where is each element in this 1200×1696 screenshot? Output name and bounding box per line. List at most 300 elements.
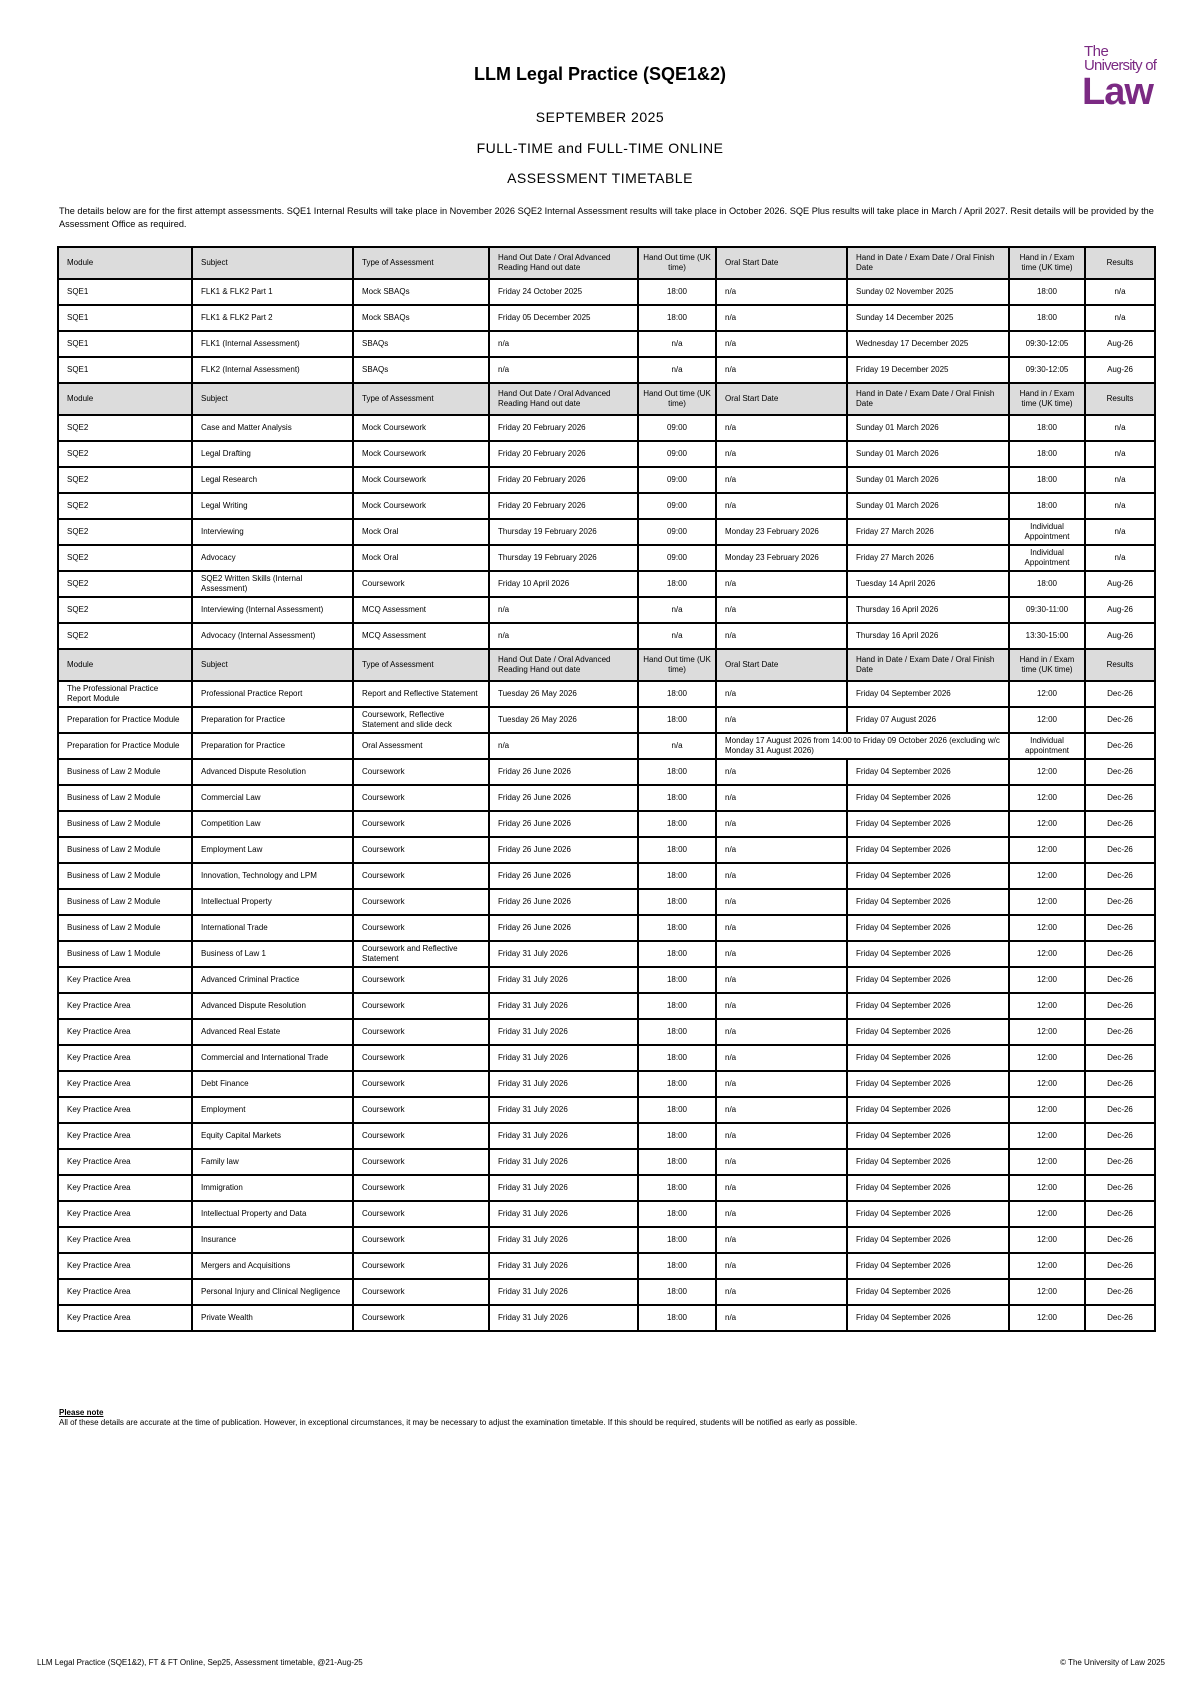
table-cell: Friday 20 February 2026: [489, 441, 638, 467]
table-cell: Business of Law 1: [192, 941, 353, 967]
table-cell: 12:00: [1009, 863, 1085, 889]
table-cell: n/a: [638, 733, 716, 759]
table-cell: Insurance: [192, 1227, 353, 1253]
table-cell: n/a: [716, 1019, 847, 1045]
table-cell: 18:00: [638, 811, 716, 837]
table-cell: The Professional Practice Report Module: [58, 681, 192, 707]
table-cell: Friday 04 September 2026: [847, 681, 1009, 707]
table-cell: Thursday 16 April 2026: [847, 597, 1009, 623]
table-cell: SQE2: [58, 571, 192, 597]
table-cell: SQE1: [58, 357, 192, 383]
table-cell: 18:00: [1009, 441, 1085, 467]
table-cell: Dec-26: [1085, 1097, 1155, 1123]
header-cell: Type of Assessment: [353, 247, 489, 279]
table-cell: Friday 04 September 2026: [847, 1149, 1009, 1175]
table-cell: Friday 27 March 2026: [847, 519, 1009, 545]
table-row: [58, 493, 1155, 519]
table-cell: n/a: [489, 357, 638, 383]
header-cell: Hand in Date / Exam Date / Oral Finish Date: [847, 649, 1009, 681]
table-cell: Legal Drafting: [192, 441, 353, 467]
table-cell: Individual Appointment: [1009, 519, 1085, 545]
table-cell: Friday 04 September 2026: [847, 1123, 1009, 1149]
table-row: [58, 1123, 1155, 1149]
table-cell: Aug-26: [1085, 331, 1155, 357]
table-cell: FLK2 (Internal Assessment): [192, 357, 353, 383]
table-cell: n/a: [716, 1305, 847, 1331]
subtitle-mode: FULL-TIME and FULL-TIME ONLINE: [476, 140, 724, 156]
table-cell: Mock SBAQs: [353, 279, 489, 305]
table-cell: n/a: [638, 623, 716, 649]
table-row: [58, 1279, 1155, 1305]
logo-line-2: University of: [1084, 57, 1157, 74]
table-cell: 18:00: [638, 1071, 716, 1097]
table-row: [58, 305, 1155, 331]
subtitle-term: SEPTEMBER 2025: [535, 109, 665, 125]
table-cell: Business of Law 2 Module: [58, 889, 192, 915]
table-row: [58, 597, 1155, 623]
header-cell: Hand in Date / Exam Date / Oral Finish Date: [847, 247, 1009, 279]
table-cell: 09:00: [638, 519, 716, 545]
header-cell: Hand Out time (UK time): [638, 649, 716, 681]
table-cell: n/a: [716, 415, 847, 441]
table-cell: 09:00: [638, 545, 716, 571]
table-cell: Dec-26: [1085, 1045, 1155, 1071]
table-cell: Dec-26: [1085, 1149, 1155, 1175]
table-cell: Oral Assessment: [353, 733, 489, 759]
table-cell: 18:00: [638, 915, 716, 941]
table-cell: Preparation for Practice: [192, 707, 353, 733]
table-cell: Coursework: [353, 915, 489, 941]
table-cell: 09:00: [638, 493, 716, 519]
table-cell: 12:00: [1009, 681, 1085, 707]
table-cell: Monday 23 February 2026: [716, 519, 847, 545]
table-cell: 12:00: [1009, 1227, 1085, 1253]
table-cell: Sunday 01 March 2026: [847, 415, 1009, 441]
table-cell: Friday 04 September 2026: [847, 941, 1009, 967]
table-cell: 12:00: [1009, 1071, 1085, 1097]
header-cell: Hand Out Date / Oral Advanced Reading Hand out date: [489, 247, 638, 279]
table-cell: Legal Research: [192, 467, 353, 493]
table-cell: Tuesday 14 April 2026: [847, 571, 1009, 597]
table-cell: Legal Writing: [192, 493, 353, 519]
table-cell: SQE2: [58, 441, 192, 467]
table-cell: 09:30-12:05: [1009, 331, 1085, 357]
table-cell: Dec-26: [1085, 1227, 1155, 1253]
table-cell: n/a: [716, 1097, 847, 1123]
table-row: [58, 993, 1155, 1019]
header-cell: Hand Out time (UK time): [638, 247, 716, 279]
table-cell: Friday 04 September 2026: [847, 967, 1009, 993]
table-cell: Key Practice Area: [58, 1227, 192, 1253]
table-cell: Friday 31 July 2026: [489, 1201, 638, 1227]
table-cell: 18:00: [1009, 279, 1085, 305]
table-cell: FLK1 & FLK2 Part 1: [192, 279, 353, 305]
table-cell: Friday 04 September 2026: [847, 1305, 1009, 1331]
table-cell: 18:00: [638, 993, 716, 1019]
table-cell: n/a: [638, 331, 716, 357]
table-cell: n/a: [638, 597, 716, 623]
table-cell: Preparation for Practice: [192, 733, 353, 759]
table-row: [58, 623, 1155, 649]
table-row: [58, 519, 1155, 545]
table-cell: Friday 26 June 2026: [489, 785, 638, 811]
table-cell: n/a: [716, 1175, 847, 1201]
table-cell: Report and Reflective Statement: [353, 681, 489, 707]
table-cell: Key Practice Area: [58, 1201, 192, 1227]
table-cell: Advanced Dispute Resolution: [192, 993, 353, 1019]
header-cell: Hand Out Date / Oral Advanced Reading Hand out date: [489, 383, 638, 415]
table-cell: Coursework: [353, 1045, 489, 1071]
table-cell: Business of Law 2 Module: [58, 863, 192, 889]
table-cell: n/a: [716, 493, 847, 519]
header-cell: Subject: [192, 649, 353, 681]
table-cell: Friday 31 July 2026: [489, 1019, 638, 1045]
table-cell: 09:00: [638, 467, 716, 493]
table-cell: Friday 10 April 2026: [489, 571, 638, 597]
table-cell: FLK1 (Internal Assessment): [192, 331, 353, 357]
table-row: [58, 1045, 1155, 1071]
table-row: [58, 733, 1155, 759]
table-cell: Friday 27 March 2026: [847, 545, 1009, 571]
table-cell: SQE2: [58, 415, 192, 441]
table-cell: SQE2: [58, 623, 192, 649]
table-cell: Friday 31 July 2026: [489, 1071, 638, 1097]
table-cell: Dec-26: [1085, 1253, 1155, 1279]
table-cell: Advanced Real Estate: [192, 1019, 353, 1045]
table-cell: SQE2: [58, 467, 192, 493]
table-cell: Friday 31 July 2026: [489, 993, 638, 1019]
table-cell: Coursework: [353, 785, 489, 811]
table-cell: Friday 04 September 2026: [847, 1097, 1009, 1123]
table-cell: Coursework: [353, 1305, 489, 1331]
table-cell: Coursework: [353, 1279, 489, 1305]
table-cell: 12:00: [1009, 785, 1085, 811]
table-cell: Sunday 01 March 2026: [847, 493, 1009, 519]
table-cell: Coursework: [353, 759, 489, 785]
table-header-row: [58, 649, 1155, 681]
table-cell: Interviewing (Internal Assessment): [192, 597, 353, 623]
footer-document-ref: LLM Legal Practice (SQE1&2), FT & FT Online, Sep25, Assessment timetable, @21-Aug-25: [37, 1658, 363, 1667]
table-cell: Friday 31 July 2026: [489, 1253, 638, 1279]
table-cell: 18:00: [638, 837, 716, 863]
table-row: [58, 915, 1155, 941]
table-cell: Business of Law 2 Module: [58, 785, 192, 811]
table-cell: 18:00: [638, 785, 716, 811]
table-cell: Friday 04 September 2026: [847, 1175, 1009, 1201]
table-cell: 18:00: [638, 1253, 716, 1279]
table-cell: International Trade: [192, 915, 353, 941]
table-cell: Preparation for Practice Module: [58, 707, 192, 733]
header-cell: Results: [1085, 247, 1155, 279]
table-cell: Coursework: [353, 1019, 489, 1045]
table-row: [58, 1019, 1155, 1045]
table-cell: Coursework: [353, 837, 489, 863]
table-cell: Individual appointment: [1009, 733, 1085, 759]
table-cell: SQE2: [58, 597, 192, 623]
table-cell: Friday 31 July 2026: [489, 1305, 638, 1331]
header-cell: Type of Assessment: [353, 649, 489, 681]
table-cell: 18:00: [638, 1123, 716, 1149]
logo-line-3: Law: [1082, 71, 1153, 113]
table-cell: Competition Law: [192, 811, 353, 837]
table-cell: Key Practice Area: [58, 1175, 192, 1201]
table-cell: 18:00: [1009, 467, 1085, 493]
table-cell: Friday 04 September 2026: [847, 1279, 1009, 1305]
table-cell: Dec-26: [1085, 915, 1155, 941]
table-cell: Dec-26: [1085, 707, 1155, 733]
table-header-row: [58, 247, 1155, 279]
table-cell: Business of Law 2 Module: [58, 811, 192, 837]
table-cell: Aug-26: [1085, 623, 1155, 649]
table-cell: Coursework: [353, 1149, 489, 1175]
table-cell: Commercial Law: [192, 785, 353, 811]
table-cell: Key Practice Area: [58, 1097, 192, 1123]
table-cell: 12:00: [1009, 1305, 1085, 1331]
table-cell: Sunday 14 December 2025: [847, 305, 1009, 331]
table-cell: Professional Practice Report: [192, 681, 353, 707]
table-cell: Friday 05 December 2025: [489, 305, 638, 331]
logo-line-1: The: [1084, 43, 1109, 60]
table-cell: Interviewing: [192, 519, 353, 545]
table-cell: Key Practice Area: [58, 1279, 192, 1305]
table-cell: n/a: [716, 623, 847, 649]
table-cell: 18:00: [638, 707, 716, 733]
table-cell: 18:00: [638, 967, 716, 993]
header-cell: Results: [1085, 649, 1155, 681]
table-cell: Friday 26 June 2026: [489, 811, 638, 837]
table-cell: Friday 31 July 2026: [489, 1227, 638, 1253]
table-cell: n/a: [489, 597, 638, 623]
table-cell: n/a: [1085, 415, 1155, 441]
table-cell: 12:00: [1009, 759, 1085, 785]
table-cell: Dec-26: [1085, 837, 1155, 863]
header-cell: Hand Out Date / Oral Advanced Reading Hand out date: [489, 649, 638, 681]
header-cell: Results: [1085, 383, 1155, 415]
table-cell: n/a: [716, 597, 847, 623]
table-cell: 18:00: [638, 941, 716, 967]
table-cell: Mock Coursework: [353, 441, 489, 467]
table-cell: SBAQs: [353, 331, 489, 357]
table-cell: Advocacy: [192, 545, 353, 571]
table-cell: 18:00: [638, 759, 716, 785]
table-cell: n/a: [489, 623, 638, 649]
table-cell: Friday 04 September 2026: [847, 1071, 1009, 1097]
table-cell: Dec-26: [1085, 1279, 1155, 1305]
table-cell: n/a: [716, 967, 847, 993]
table-cell: 18:00: [638, 305, 716, 331]
table-cell: Friday 26 June 2026: [489, 863, 638, 889]
table-cell: 12:00: [1009, 1045, 1085, 1071]
table-cell: Key Practice Area: [58, 993, 192, 1019]
table-cell: Coursework: [353, 1071, 489, 1097]
table-cell: 18:00: [638, 1019, 716, 1045]
header-cell: Oral Start Date: [716, 247, 847, 279]
header-cell: Subject: [192, 247, 353, 279]
table-cell: n/a: [716, 1123, 847, 1149]
table-cell: n/a: [716, 571, 847, 597]
table-cell: 12:00: [1009, 1123, 1085, 1149]
table-cell: 12:00: [1009, 941, 1085, 967]
table-cell: n/a: [716, 681, 847, 707]
table-cell: n/a: [716, 941, 847, 967]
table-cell: 18:00: [638, 1227, 716, 1253]
table-cell: Dec-26: [1085, 967, 1155, 993]
table-cell: Friday 04 September 2026: [847, 993, 1009, 1019]
table-cell: Dec-26: [1085, 1175, 1155, 1201]
table-cell: n/a: [1085, 545, 1155, 571]
table-cell: Friday 04 September 2026: [847, 811, 1009, 837]
table-cell: 09:00: [638, 415, 716, 441]
table-row: [58, 279, 1155, 305]
header-cell: Hand in Date / Exam Date / Oral Finish Date: [847, 383, 1009, 415]
table-cell: Intellectual Property and Data: [192, 1201, 353, 1227]
table-cell: 18:00: [1009, 415, 1085, 441]
table-cell: Friday 20 February 2026: [489, 415, 638, 441]
table-cell: n/a: [716, 889, 847, 915]
table-cell: n/a: [1085, 519, 1155, 545]
table-cell: n/a: [489, 331, 638, 357]
table-cell: n/a: [716, 1149, 847, 1175]
table-cell: Coursework: [353, 811, 489, 837]
table-cell: Key Practice Area: [58, 1305, 192, 1331]
header-cell: Type of Assessment: [353, 383, 489, 415]
table-cell: Friday 26 June 2026: [489, 915, 638, 941]
table-cell: Business of Law 2 Module: [58, 915, 192, 941]
table-cell: Monday 17 August 2026 from 14:00 to Friday 09 October 2026 (excluding w/c Monday 31 August 2026): [716, 733, 1009, 759]
table-cell: 18:00: [638, 1305, 716, 1331]
table-cell: Key Practice Area: [58, 1253, 192, 1279]
table-cell: n/a: [716, 759, 847, 785]
table-cell: 12:00: [1009, 1279, 1085, 1305]
page-title: LLM Legal Practice (SQE1&2): [473, 64, 727, 84]
table-cell: Friday 31 July 2026: [489, 1149, 638, 1175]
table-cell: Dec-26: [1085, 733, 1155, 759]
table-cell: Dec-26: [1085, 811, 1155, 837]
table-cell: Aug-26: [1085, 597, 1155, 623]
table-cell: Friday 04 September 2026: [847, 889, 1009, 915]
table-cell: 18:00: [638, 1279, 716, 1305]
table-cell: 18:00: [638, 279, 716, 305]
table-cell: Advanced Criminal Practice: [192, 967, 353, 993]
table-cell: Dec-26: [1085, 1201, 1155, 1227]
table-row: [58, 1305, 1155, 1331]
table-cell: SQE1: [58, 279, 192, 305]
table-cell: Sunday 02 November 2025: [847, 279, 1009, 305]
table-cell: n/a: [716, 1201, 847, 1227]
table-cell: Friday 31 July 2026: [489, 967, 638, 993]
table-cell: Friday 31 July 2026: [489, 1045, 638, 1071]
table-body: [58, 279, 1155, 1331]
table-cell: Immigration: [192, 1175, 353, 1201]
table-cell: Advanced Dispute Resolution: [192, 759, 353, 785]
table-cell: 18:00: [638, 1201, 716, 1227]
table-cell: Friday 31 July 2026: [489, 941, 638, 967]
table-cell: Friday 31 July 2026: [489, 1123, 638, 1149]
header-cell: Hand in / Exam time (UK time): [1009, 383, 1085, 415]
table-header-row: [58, 383, 1155, 415]
table-cell: Friday 07 August 2026: [847, 707, 1009, 733]
table-cell: SBAQs: [353, 357, 489, 383]
table-cell: 12:00: [1009, 915, 1085, 941]
header-cell: Module: [58, 649, 192, 681]
table-row: [58, 467, 1155, 493]
table-row: [58, 1175, 1155, 1201]
table-row: [58, 759, 1155, 785]
table-cell: Friday 19 December 2025: [847, 357, 1009, 383]
table-cell: Key Practice Area: [58, 1071, 192, 1097]
table-row: [58, 545, 1155, 571]
table-row: [58, 811, 1155, 837]
table-cell: n/a: [1085, 305, 1155, 331]
table-cell: n/a: [1085, 493, 1155, 519]
table-cell: 12:00: [1009, 1201, 1085, 1227]
table-row: [58, 863, 1155, 889]
footer-copyright: © The University of Law 2025: [1060, 1658, 1165, 1667]
table-cell: Coursework, Reflective Statement and slide deck: [353, 707, 489, 733]
table-cell: n/a: [716, 837, 847, 863]
table-cell: Friday 04 September 2026: [847, 1201, 1009, 1227]
table-cell: Coursework and Reflective Statement: [353, 941, 489, 967]
table-cell: 18:00: [1009, 305, 1085, 331]
table-cell: Key Practice Area: [58, 967, 192, 993]
table-cell: n/a: [716, 357, 847, 383]
table-cell: n/a: [1085, 279, 1155, 305]
table-cell: n/a: [716, 279, 847, 305]
table-cell: Individual Appointment: [1009, 545, 1085, 571]
table-cell: 12:00: [1009, 967, 1085, 993]
table-cell: Dec-26: [1085, 863, 1155, 889]
table-row: [58, 357, 1155, 383]
table-cell: Mergers and Acquisitions: [192, 1253, 353, 1279]
table-cell: Friday 04 September 2026: [847, 863, 1009, 889]
table-cell: Case and Matter Analysis: [192, 415, 353, 441]
table-cell: 18:00: [638, 681, 716, 707]
table-cell: n/a: [716, 1279, 847, 1305]
table-cell: SQE2: [58, 493, 192, 519]
table-cell: Mock Coursework: [353, 415, 489, 441]
subtitle-doc-type: ASSESSMENT TIMETABLE: [507, 170, 693, 186]
header-cell: Module: [58, 247, 192, 279]
table-cell: Coursework: [353, 571, 489, 597]
table-cell: n/a: [489, 733, 638, 759]
table-cell: Tuesday 26 May 2026: [489, 681, 638, 707]
table-cell: Dec-26: [1085, 1019, 1155, 1045]
table-row: [58, 785, 1155, 811]
table-cell: n/a: [716, 863, 847, 889]
table-cell: Friday 26 June 2026: [489, 837, 638, 863]
table-cell: Sunday 01 March 2026: [847, 467, 1009, 493]
table-cell: Commercial and International Trade: [192, 1045, 353, 1071]
table-cell: 18:00: [638, 863, 716, 889]
table-cell: Friday 04 September 2026: [847, 837, 1009, 863]
header-cell: Hand in / Exam time (UK time): [1009, 247, 1085, 279]
table-cell: n/a: [1085, 441, 1155, 467]
table-cell: Friday 24 October 2025: [489, 279, 638, 305]
table-cell: Friday 04 September 2026: [847, 1253, 1009, 1279]
table-cell: 18:00: [638, 1149, 716, 1175]
table-cell: Coursework: [353, 1227, 489, 1253]
table-cell: n/a: [716, 1045, 847, 1071]
table-cell: 13:30-15:00: [1009, 623, 1085, 649]
table-cell: Sunday 01 March 2026: [847, 441, 1009, 467]
table-cell: n/a: [716, 467, 847, 493]
table-row: [58, 1071, 1155, 1097]
table-cell: 18:00: [638, 1175, 716, 1201]
table-cell: Thursday 16 April 2026: [847, 623, 1009, 649]
table-cell: Intellectual Property: [192, 889, 353, 915]
table-cell: 18:00: [638, 1045, 716, 1071]
assessment-timetable: [57, 246, 1156, 1332]
